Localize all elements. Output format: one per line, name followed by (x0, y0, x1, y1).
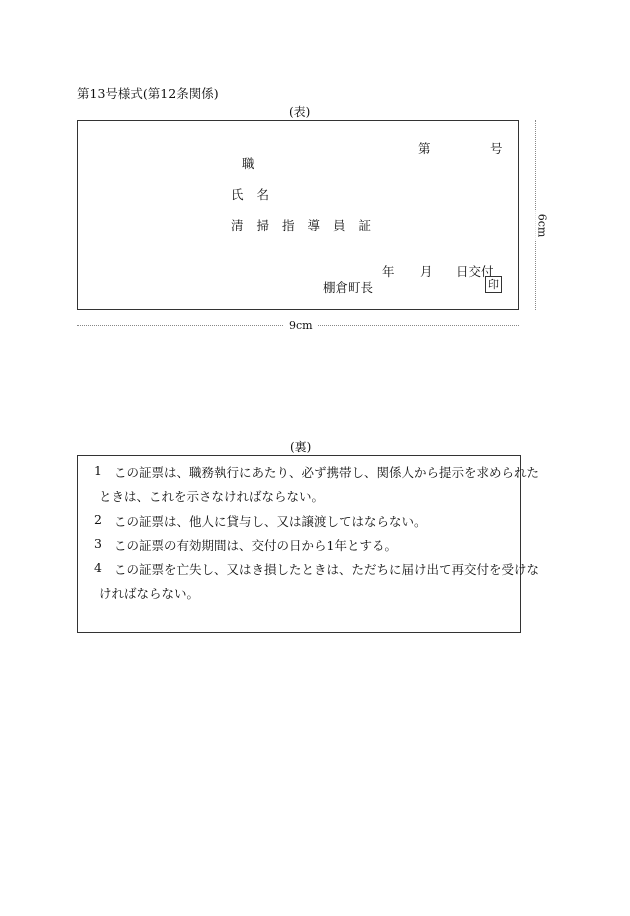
note-4-continuation: ければならない。 (99, 586, 200, 601)
date-year: 年 (382, 264, 395, 279)
note-2-text: この証票は、他人に貸与し、又は譲渡してはならない。 (114, 514, 427, 529)
note-1-continuation: ときは、これを示さなければならない。 (99, 489, 325, 504)
note-4-text: この証票を亡失し、又はき損したときは、ただちに届け出て再交付を受けな (114, 562, 540, 577)
note-3-number: 3 (94, 536, 102, 551)
note-1-text: この証票は、職務執行にあたり、必ず携帯し、関係人から提示を求められた (114, 465, 540, 480)
note-3-text: この証票の有効期間は、交付の日から1年とする。 (114, 538, 397, 553)
height-dimension-label: 6cm (535, 211, 548, 241)
date-issued: 日交付 (456, 264, 494, 279)
width-dimension-label: 9cm (284, 319, 318, 332)
number-prefix: 第 (418, 141, 431, 156)
front-side-label: (表) (289, 105, 311, 119)
card-title: 清掃指導員証 (231, 218, 385, 233)
number-suffix: 号 (490, 141, 503, 156)
form-title: 第13号様式(第12条関係) (77, 86, 219, 101)
note-1-number: 1 (94, 463, 102, 478)
date-month: 月 (420, 264, 433, 279)
front-card (77, 120, 519, 310)
back-side-label: (裏) (290, 440, 312, 454)
note-4-number: 4 (94, 560, 102, 575)
note-2-number: 2 (94, 512, 102, 527)
position-label: 職 (242, 156, 255, 171)
name-label: 氏名 (231, 187, 283, 202)
seal-mark: 印 (485, 276, 502, 293)
issuer-name: 棚倉町長 (323, 280, 374, 295)
